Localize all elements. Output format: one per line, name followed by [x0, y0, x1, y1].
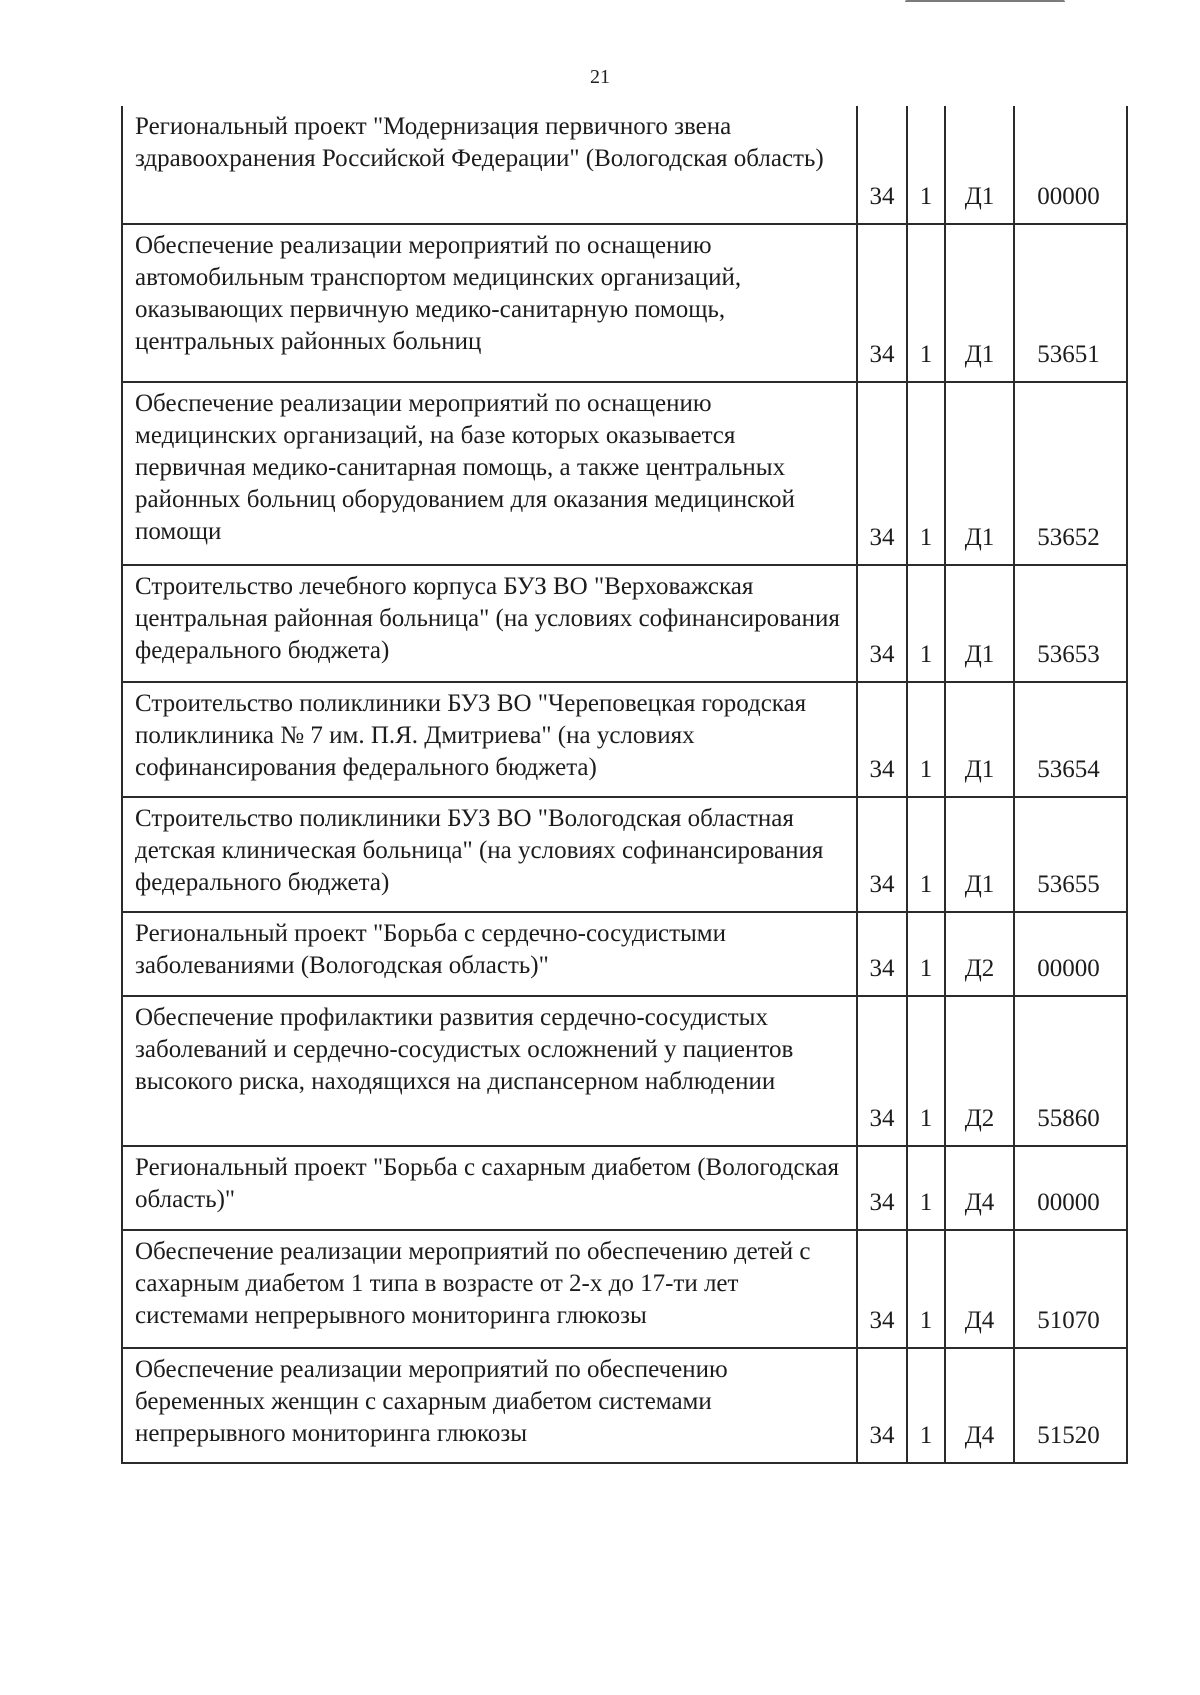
row-code-2: 1	[907, 1230, 945, 1348]
row-code-1: 34	[857, 996, 907, 1146]
row-code-1: 34	[857, 565, 907, 682]
row-code-2: 1	[907, 682, 945, 797]
row-code-3: Д1	[945, 106, 1014, 224]
row-code-3: Д4	[945, 1146, 1014, 1230]
row-description: Обеспечение реализации мероприятий по оснащению автомобильным транспортом медицинских организаций, оказывающих первичную медико-санитарную помощь, центральных районных больниц	[122, 224, 857, 382]
row-code-2: 1	[907, 912, 945, 996]
row-code-3: Д1	[945, 224, 1014, 382]
row-description: Обеспечение реализации мероприятий по оснащению медицинских организаций, на базе которых оказывается первичная медико-санитарная помощь, а также центральных районных больниц оборудованием для оказания медицинской помощи	[122, 382, 857, 565]
row-code-2: 1	[907, 565, 945, 682]
row-code-4: 51070	[1014, 1230, 1127, 1348]
row-code-4: 53655	[1014, 797, 1127, 912]
row-code-2: 1	[907, 996, 945, 1146]
row-code-1: 34	[857, 797, 907, 912]
table-row	[122, 1230, 1127, 1348]
table-row	[122, 1146, 1127, 1230]
table-row	[122, 565, 1127, 682]
row-description: Региональный проект "Модернизация первичного звена здравоохранения Российской Федерации" (Вологодская область)	[122, 106, 857, 224]
row-code-2: 1	[907, 1348, 945, 1463]
row-code-1: 34	[857, 912, 907, 996]
row-code-1: 34	[857, 1146, 907, 1230]
table-row	[122, 797, 1127, 912]
row-description: Строительство лечебного корпуса БУЗ ВО "Верховажская центральная районная больница" (на условиях софинансирования федерального бюджета)	[122, 565, 857, 682]
row-code-3: Д1	[945, 382, 1014, 565]
table-row	[122, 382, 1127, 565]
row-code-2: 1	[907, 106, 945, 224]
row-code-3: Д1	[945, 682, 1014, 797]
row-description: Строительство поликлиники БУЗ ВО "Вологодская областная детская клиническая больница" (на условиях софинансирования федерального бюджета)	[122, 797, 857, 912]
row-code-3: Д4	[945, 1230, 1014, 1348]
page-number: 21	[590, 66, 610, 88]
row-code-2: 1	[907, 797, 945, 912]
table-row	[122, 996, 1127, 1146]
table-row	[122, 682, 1127, 797]
row-code-4: 53653	[1014, 565, 1127, 682]
row-code-3: Д4	[945, 1348, 1014, 1463]
row-code-1: 34	[857, 1348, 907, 1463]
row-code-4: 00000	[1014, 912, 1127, 996]
row-description: Региональный проект "Борьба с сердечно-сосудистыми заболеваниями (Вологодская область)"	[122, 912, 857, 996]
table-row	[122, 1348, 1127, 1463]
row-code-2: 1	[907, 224, 945, 382]
table-row	[122, 912, 1127, 996]
row-code-3: Д1	[945, 797, 1014, 912]
row-code-4: 00000	[1014, 1146, 1127, 1230]
row-code-3: Д2	[945, 996, 1014, 1146]
row-code-3: Д1	[945, 565, 1014, 682]
row-code-1: 34	[857, 382, 907, 565]
row-code-2: 1	[907, 1146, 945, 1230]
row-description: Региональный проект "Борьба с сахарным диабетом (Вологодская область)"	[122, 1146, 857, 1230]
row-code-3: Д2	[945, 912, 1014, 996]
budget-classification-table	[121, 106, 1128, 1464]
row-code-4: 53651	[1014, 224, 1127, 382]
row-description: Обеспечение профилактики развития сердечно-сосудистых заболеваний и сердечно-сосудистых осложнений у пациентов высокого риска, находящихся на диспансерном наблюдении	[122, 996, 857, 1146]
row-description: Обеспечение реализации мероприятий по обеспечению детей с сахарным диабетом 1 типа в возрасте от 2-х до 17-ти лет системами непрерывного мониторинга глюкозы	[122, 1230, 857, 1348]
row-description: Обеспечение реализации мероприятий по обеспечению беременных женщин с сахарным диабетом системами непрерывного мониторинга глюкозы	[122, 1348, 857, 1463]
row-code-4: 53652	[1014, 382, 1127, 565]
row-code-1: 34	[857, 1230, 907, 1348]
row-code-4: 55860	[1014, 996, 1127, 1146]
row-code-1: 34	[857, 682, 907, 797]
row-description: Строительство поликлиники БУЗ ВО "Череповецкая городская поликлиника № 7 им. П.Я. Дмитриева" (на условиях софинансирования федерального бюджета)	[122, 682, 857, 797]
table-row	[122, 224, 1127, 382]
row-code-2: 1	[907, 382, 945, 565]
row-code-4: 53654	[1014, 682, 1127, 797]
row-code-1: 34	[857, 106, 907, 224]
scan-edge-mark	[905, 0, 1065, 6]
row-code-4: 00000	[1014, 106, 1127, 224]
row-code-1: 34	[857, 224, 907, 382]
row-code-4: 51520	[1014, 1348, 1127, 1463]
table-row	[122, 106, 1127, 224]
